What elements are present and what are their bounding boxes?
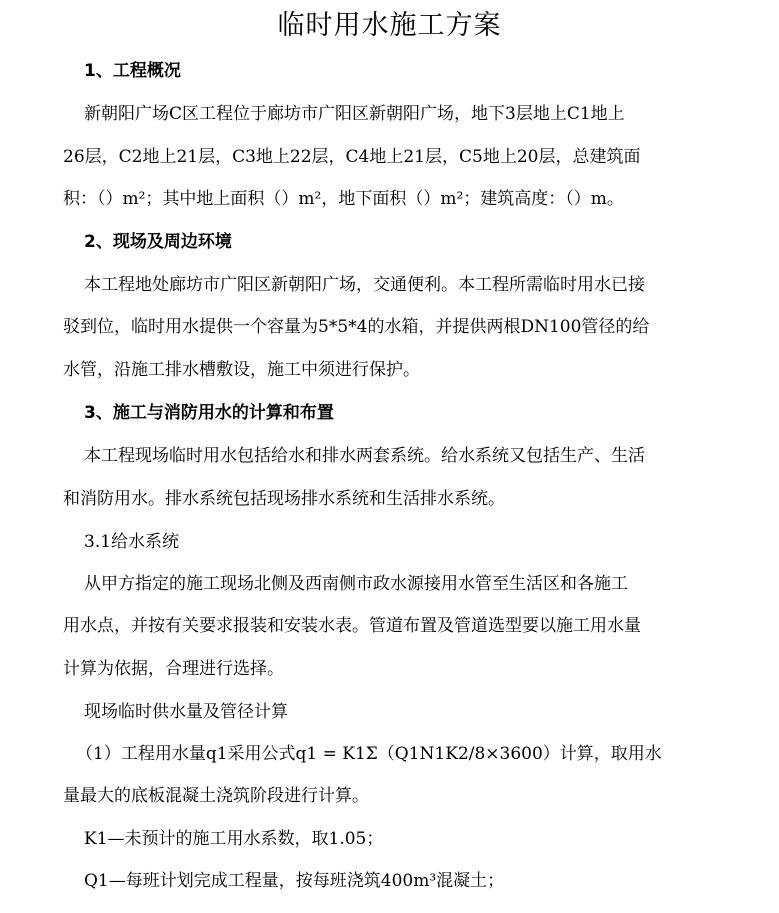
paragraph-line: 驳到位，临时用水提供一个容量为5*5*4的水箱，并提供两根DN100管径的给 [63, 317, 650, 337]
section-heading-water-calc: 3、施工与消防用水的计算和布置 [84, 403, 334, 423]
paragraph-line: K1—未预计的施工用水系数，取1.05； [84, 829, 384, 849]
paragraph-line: 积：（）m²；其中地上面积（）m²，地下面积（）m²；建筑高度：（）m。 [63, 189, 624, 209]
paragraph-line: 新朝阳广场C区工程位于廊坊市广阳区新朝阳广场，地下3层地上C1地上 [84, 104, 625, 124]
paragraph-line: （1）工程用水量q1采用公式q1 = K1Σ（Q1N1K2/8×3600）计算，取用水 [76, 744, 662, 764]
paragraph-line: 26层，C2地上21层，C3地上22层，C4地上21层，C5地上20层，总建筑面 [63, 147, 641, 167]
subsection-heading-water-supply: 3.1给水系统 [84, 532, 180, 552]
paragraph-line: 本工程现场临时用水包括给水和排水两套系统。给水系统又包括生产、生活 [84, 446, 645, 466]
section-heading-overview: 1、工程概况 [84, 61, 181, 81]
paragraph-line: 本工程地处廊坊市广阳区新朝阳广场，交通便利。本工程所需临时用水已接 [84, 275, 645, 295]
paragraph-line: 量最大的底板混凝土浇筑阶段进行计算。 [63, 786, 369, 806]
document-title: 临时用水施工方案 [277, 10, 502, 41]
calc-heading: 现场临时供水量及管径计算 [84, 702, 288, 722]
paragraph-line: 和消防用水。排水系统包括现场排水系统和生活排水系统。 [63, 489, 505, 509]
section-heading-environment: 2、现场及周边环境 [84, 232, 232, 252]
paragraph-line: 计算为依据，合理进行选择。 [63, 659, 284, 679]
paragraph-line: Q1—每班计划完成工程量，按每班浇筑400m³混凝土； [84, 871, 505, 891]
paragraph-line: 用水点，并按有关要求报装和安装水表。管道布置及管道选型要以施工用水量 [63, 616, 641, 636]
paragraph-line: 从甲方指定的施工现场北侧及西南侧市政水源接用水管至生活区和各施工 [84, 574, 628, 594]
paragraph-line: 水管，沿施工排水槽敷设，施工中须进行保护。 [63, 360, 420, 380]
